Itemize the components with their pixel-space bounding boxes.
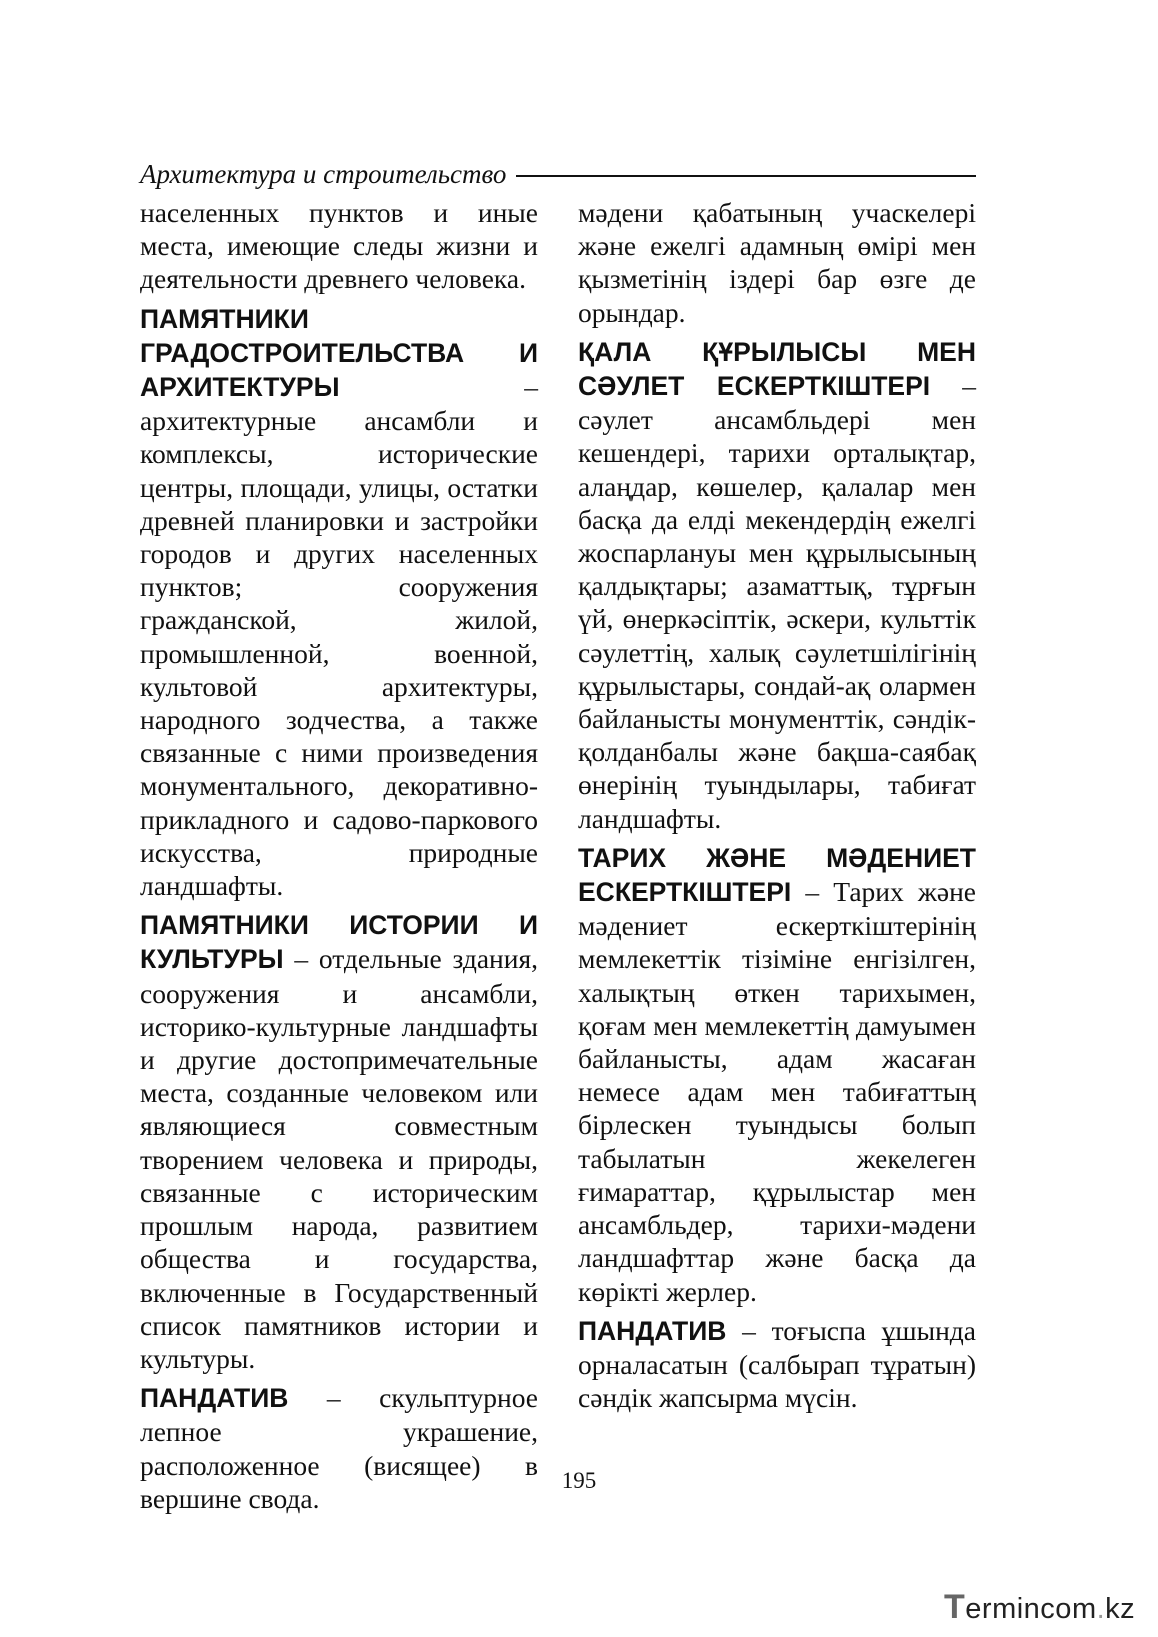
entry-text: – тоғыспа ұшында орналасатын (салбырап тұратын) сәндік жапсырма мүсін. <box>578 1314 976 1414</box>
entry-text: – отдельные здания, сооружения и ансамбли, историко-культурные ландшафты и другие достопримечательные места, созданные человеком или являющиеся совместным творением человека и природы, связанные с историческим прошлым народа, развитием общества и государства, включенные в Государственный список памятников истории и культуры. <box>140 943 538 1374</box>
left-column <box>140 196 538 1515</box>
watermark-letter: o <box>1055 1593 1072 1625</box>
continuation-text: населенных пунктов и иные места, имеющие следы жизни и деятельности древнего человека. <box>140 197 538 295</box>
entry-term: ТАРИХ ЖӘНЕ МӘДЕНИЕТ ЕСКЕРТКІШТЕРІ <box>578 842 976 908</box>
entry-text: – сәулет ансамбльдері мен кешендері, тарихи орталықтар, алаңдар, көшелер, қалалар мен басқа да елді мекендердің ежелгі жоспарлануы мен құрылысының қалдықтары; азаматтық, тұрғын үй, өнеркәсіптік, әскери, культтік сәулеттің, халық сәулетшілігінің құрылыстары, сондай-ақ олармен байланысты монументтік, сәндік-қолданбалы және бақша-саябақ өнерінің туындылары, табиғат ландшафты. <box>578 370 977 834</box>
continuation-text: мәдени қабатының учаскелері және ежелгі адамның өмірі мен қызметінің іздері бар өзге де орындар. <box>578 197 976 328</box>
entry-term: ПАНДАТИВ <box>578 1315 727 1346</box>
entry <box>140 908 538 1375</box>
entry-term: ПАМЯТНИКИ ИСТОРИИ И КУЛЬТУРЫ <box>140 910 538 975</box>
entry-term: ПАНДАТИВ <box>140 1383 289 1414</box>
entry-text: – архитектурные ансамбли и комплексы, исторические центры, площади, улицы, остатки древней планировки и застройки городов и других населенных пунктов; сооружения гражданской, жилой, промышленной, военной, культовой архитектуры, народного зодчества, а также связанные с ними произведения монументального, декоративно-прикладного и садово-паркового искусства, природные ландшафты. <box>140 371 538 902</box>
watermark-letter: T <box>944 1588 966 1626</box>
entry-term: ПАМЯТНИКИ ГРАДОСТРОИТЕЛЬСТВА И АРХИТЕКТУРЫ <box>140 303 538 403</box>
entry-term: ҚАЛА ҚҰРЫЛЫСЫ МЕН СӘУЛЕТ ЕСКЕРТКІШТЕРІ <box>578 336 976 402</box>
entry <box>578 335 976 835</box>
entry-text: – скульптурное лепное украшение, расположенное (висящее) в вершине свода. <box>140 1382 538 1514</box>
watermark-dot: . <box>1096 1593 1106 1625</box>
entry-text: – Тарих және мәдениет ескерткіштерінің мемлекеттік тізіміне енгізілген, халықтың өткен тарихымен, қоғам мен мемлекеттің дамуымен байланысты, адам жасаған немесе адам мен табиғаттың бірлескен туындысы болып табылатын жекелеген ғимараттар, құрылыстар мен ансамбльдер, тарихи-мәдени ландшафттар және басқа да көрікті жерлер. <box>578 876 976 1307</box>
running-header <box>140 156 976 192</box>
entry <box>578 841 976 1308</box>
header-rule <box>516 175 976 177</box>
watermark-text: m <box>1071 1593 1097 1625</box>
entry <box>140 302 538 903</box>
entry <box>578 1314 976 1415</box>
entry <box>140 1381 538 1515</box>
page-number: 195 <box>561 1468 597 1493</box>
watermark-logo <box>944 1588 1135 1627</box>
header-title: Архитектура и строительство <box>140 158 507 189</box>
watermark-tld: kz <box>1105 1593 1136 1625</box>
right-column <box>578 196 976 1414</box>
watermark-text: erminc <box>965 1593 1056 1625</box>
